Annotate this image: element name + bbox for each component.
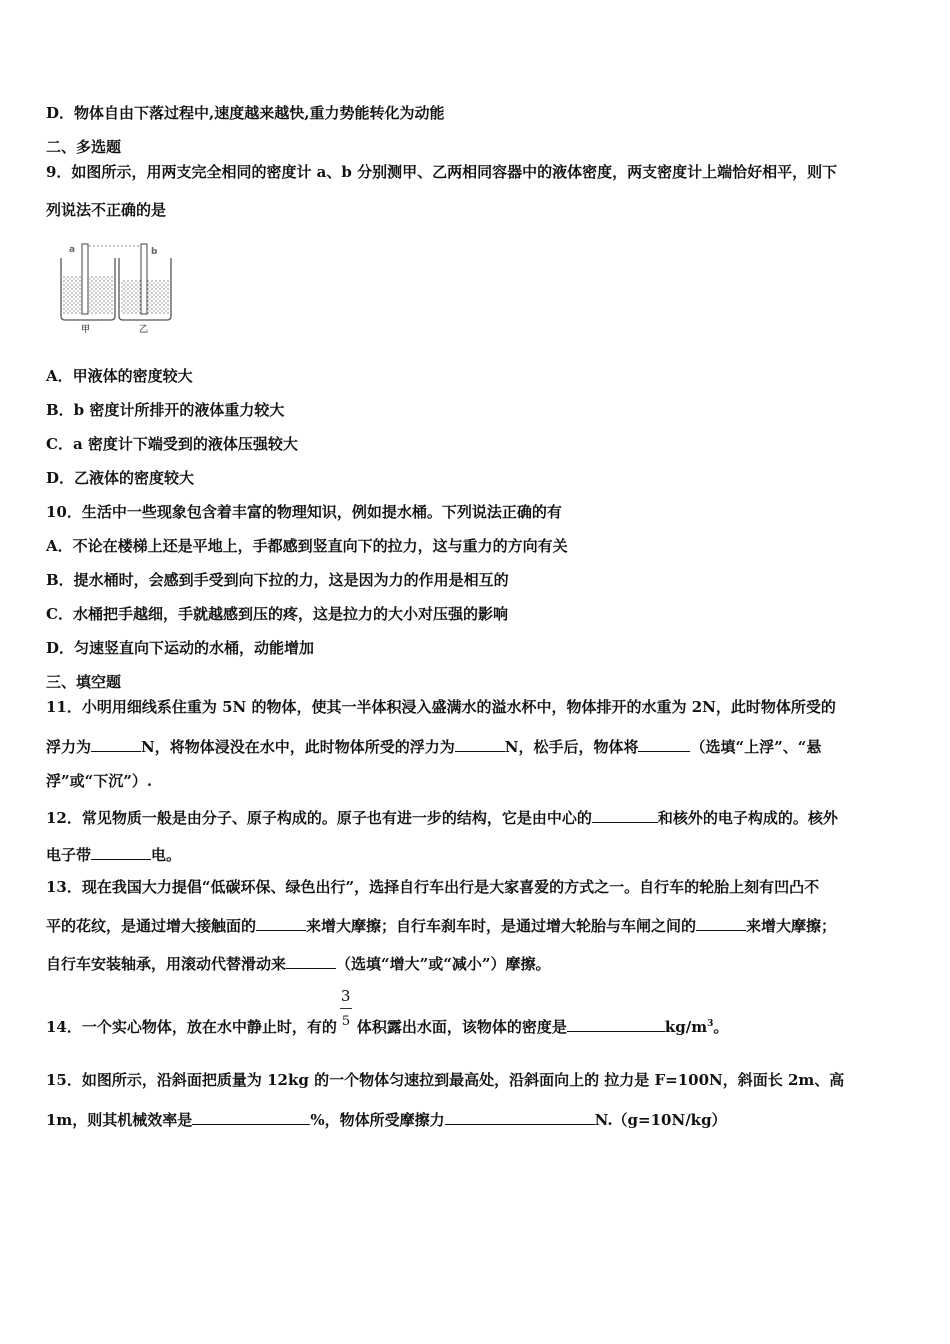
q13-blank-3[interactable]: [286, 952, 336, 969]
q11-line2: [46, 735, 821, 757]
fraction-bar: [340, 1008, 352, 1009]
q15-text-a: 1m，则其机械效率是: [46, 1111, 193, 1129]
q11-blank-1[interactable]: [91, 735, 141, 752]
fraction-three-fifths: [340, 987, 353, 1032]
q10-stem: 10．生活中一些现象包含着丰富的物理知识，例如提水桶。下列说法正确的有: [46, 503, 562, 521]
q12-text-a: 12．常见物质一般是由分子、原子构成的。原子也有进一步的结构，它是由中心的: [46, 809, 592, 827]
q15-line1: 15．如图所示，沿斜面把质量为 12kg 的一个物体匀速拉到最高处，沿斜面向上的 拉力是 F=100N，斜面长 2m、高: [46, 1071, 845, 1089]
q13-line2: [46, 914, 836, 936]
fraction-numerator: 3: [340, 987, 351, 1005]
q10-option-b: B．提水桶时，会感到手受到向下拉的力，这是因为力的作用是相互的: [46, 571, 509, 589]
q10-option-c: C．水桶把手越细，手就越感到压的疼，这是拉力的大小对压强的影响: [46, 605, 508, 623]
q11-text-a: 浮力为: [46, 738, 92, 756]
q8-option-d: D．物体自由下落过程中,速度越来越快,重力势能转化为动能: [46, 104, 445, 122]
section-multiple-choice-title: 二、多选题: [46, 138, 122, 156]
q14-end: 。: [713, 1018, 729, 1036]
hydrometer-b: [141, 244, 147, 314]
q12-line1: [46, 806, 838, 828]
q9-option-b: B．b 密度计所排开的液体重力较大: [46, 401, 285, 419]
q10-option-a: A．不论在楼梯上还是平地上，手都感到竖直向下的拉力，这与重力的方向有关: [46, 537, 568, 555]
q11-blank-3[interactable]: [638, 735, 690, 752]
q15-text-b: %，物体所受摩擦力: [310, 1111, 445, 1129]
q13-line3: [46, 952, 551, 974]
q12-blank-1[interactable]: [592, 806, 658, 823]
q9-stem-line2: 列说法不正确的是: [46, 201, 167, 219]
q15-line2: [46, 1108, 727, 1130]
q14-text-a: 14．一个实心物体，放在水中静止时，有的: [46, 1018, 337, 1036]
q14-text-b: 体积露出水面，该物体的密度是: [356, 1018, 567, 1036]
q11-text-d: （选填“上浮”、“悬: [690, 738, 822, 756]
q9-option-d: D．乙液体的密度较大: [46, 469, 195, 487]
q12-text-d: 电。: [151, 846, 182, 864]
q11-line1: 11．小明用细线系住重为 5N 的物体，使其一半体积浸入盛满水的溢水杯中，物体排开的水重为 2N，此时物体所受的: [46, 698, 836, 716]
hydrometer-a: [82, 244, 88, 314]
q9-stem-line1: 9．如图所示，用两支完全相同的密度计 a、b 分别测甲、乙两相同容器中的液体密度，两支密度计上端恰好相平，则下: [46, 163, 838, 181]
hydrometer-figure: [55, 240, 175, 335]
label-b: b: [151, 247, 158, 257]
q15-text-c: N.（g=10N/kg）: [594, 1111, 727, 1129]
q14-unit-exponent: 3: [707, 1019, 714, 1029]
q12-blank-2[interactable]: [91, 843, 151, 860]
label-jia: 甲: [81, 325, 91, 335]
q13-line1: 13．现在我国大力提倡“低碳环保、绿色出行”，选择自行车出行是大家喜爱的方式之一。自行车的轮胎上刻有凹凸不: [46, 878, 820, 896]
q10-option-d: D．匀速竖直向下运动的水桶，动能增加: [46, 639, 315, 657]
q9-option-a: A．甲液体的密度较大: [46, 367, 193, 385]
q12-line2: [46, 843, 181, 865]
fraction-denominator: 5: [341, 1014, 351, 1029]
q11-text-b: N，将物体浸没在水中，此时物体所受的浮力为: [141, 738, 455, 756]
q13-text-a: 平的花纹，是通过增大接触面的: [46, 917, 257, 935]
hydrometer-diagram: [55, 240, 175, 335]
q11-line3: 浮”或“下沉”）.: [46, 772, 153, 790]
q14-line: [46, 987, 729, 1037]
q15-blank-2[interactable]: [445, 1108, 595, 1125]
q13-text-d: 自行车安装轴承，用滚动代替滑动来: [46, 955, 287, 973]
q9-option-c: C．a 密度计下端受到的液体压强较大: [46, 435, 298, 453]
q12-text-b: 和核外的电子构成的。核外: [657, 809, 838, 827]
label-a: a: [69, 245, 76, 255]
q13-blank-2[interactable]: [696, 914, 746, 931]
section-fill-blank-title: 三、填空题: [46, 673, 122, 691]
q11-text-c: N，松手后，物体将: [504, 738, 639, 756]
q14-blank[interactable]: [567, 1015, 665, 1032]
q11-blank-2[interactable]: [455, 735, 505, 752]
q13-blank-1[interactable]: [256, 914, 306, 931]
q13-text-e: （选填“增大”或“减小”）摩擦。: [336, 955, 551, 973]
q14-unit: kg/m: [664, 1018, 708, 1036]
q13-text-c: 来增大摩擦；: [746, 917, 837, 935]
q13-text-b: 来增大摩擦；自行车刹车时，是通过增大轮胎与车闸之间的: [306, 917, 697, 935]
q12-text-c: 电子带: [46, 846, 92, 864]
label-yi: 乙: [139, 325, 149, 335]
q15-blank-1[interactable]: [192, 1108, 310, 1125]
